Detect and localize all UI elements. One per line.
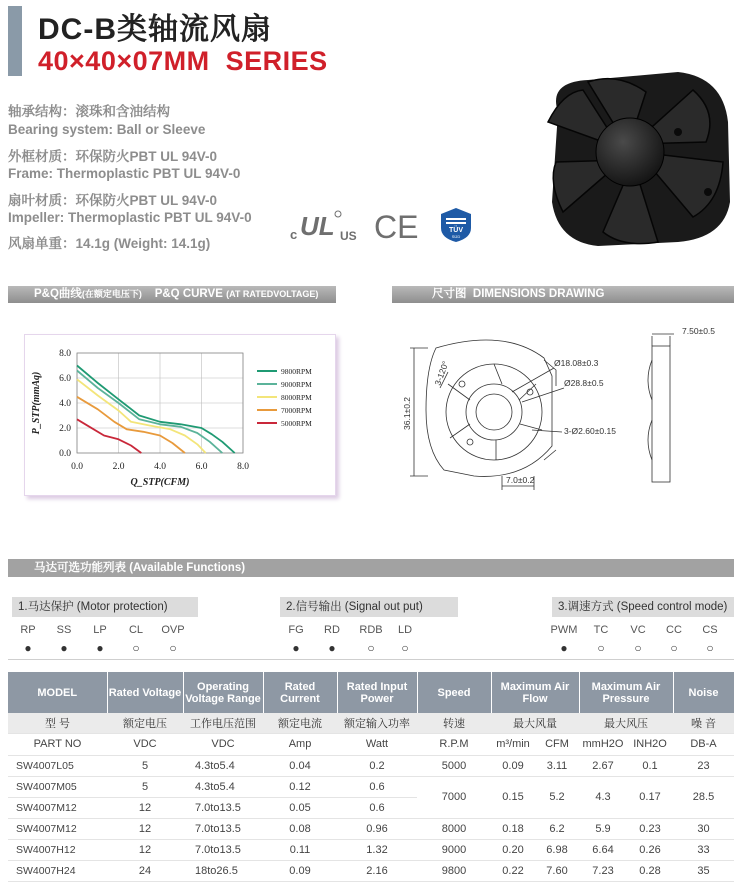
- spec-bearing-en: Bearing system: Ball or Sleeve: [8, 122, 206, 137]
- th-noise: Noise: [673, 672, 734, 713]
- fn-code-vc: VC: [630, 624, 646, 636]
- spec-frame-cn: 外框材质：环保防火PBT UL 94V-0: [8, 149, 218, 164]
- fn-mark-rdb: ○: [367, 641, 375, 655]
- legend-label-9000rpm: 9000RPM: [281, 380, 312, 389]
- table-row: SW4007M05 5 4.3to5.4 0.12 0.6 7000 0.15 5.2 4.3 0.17 28.5: [8, 776, 734, 797]
- fn-mark-cs: ○: [706, 641, 714, 655]
- spec-bearing-cn: 轴承结构：滚珠和含油结构: [8, 104, 170, 119]
- x-tick-label: 0.0: [71, 462, 83, 472]
- x-tick-label: 2.0: [112, 462, 125, 472]
- fn-mark-pwm: ●: [560, 641, 568, 655]
- fn-code-pwm: PWM: [550, 624, 578, 636]
- title-accent-bar: [8, 6, 22, 76]
- fn-mark-cc: ○: [670, 641, 678, 655]
- y-axis-label: P_STP(mmAq): [31, 371, 42, 435]
- y-tick-label: 6.0: [59, 374, 71, 384]
- fn-mark-ovp: ○: [169, 641, 177, 655]
- fn-mark-rd: ●: [328, 641, 336, 655]
- y-tick-label: 0.0: [59, 449, 71, 459]
- tuv-sud-text: SÜD: [451, 234, 461, 239]
- ce-cert-icon: [374, 208, 426, 244]
- dim-angle: 3-120°: [432, 359, 451, 387]
- spec-table: [8, 672, 735, 882]
- y-tick-label: 2.0: [59, 424, 71, 434]
- fn-code-fg: FG: [288, 624, 304, 636]
- speed-control-title: 3.调速方式 (Speed control mode): [552, 597, 734, 617]
- fn-code-ovp: OVP: [161, 624, 185, 636]
- fn-mark-ld: ○: [401, 641, 409, 655]
- fn-code-rd: RD: [324, 624, 340, 636]
- table-row: SW4007H24 24 18to26.5 0.09 2.16 9800 0.22 7.60 7.23 0.28 35: [8, 860, 734, 881]
- table-row: SW4007H12 12 7.0to13.5 0.11 1.32 9000 0.20 6.98 6.64 0.26 33: [8, 839, 734, 860]
- table-header-row: [8, 672, 734, 713]
- table-header-cn-row: 型 号 额定电压 工作电压范围 额定电流 额定输入功率 转速 最大风量 最大风压 噪 音: [8, 713, 734, 733]
- pq-chart: [25, 335, 337, 497]
- legend-label-8000rpm: 8000RPM: [281, 393, 312, 402]
- dim-holes: 3-Ø2.60±0.15: [564, 426, 616, 436]
- legend-label-5000rpm: 5000RPM: [281, 419, 312, 428]
- pq-chart-frame: [24, 334, 336, 496]
- fn-code-cc: CC: [666, 624, 682, 636]
- table-row: SW4007L05 5 4.3to5.4 0.04 0.2 5000 0.09 3.11 2.67 0.1 23: [8, 755, 734, 776]
- fn-mark-lp: ●: [96, 641, 104, 655]
- y-tick-label: 4.0: [59, 399, 71, 409]
- pq-curve-section-header: P&Q曲线(在额定电压下) P&Q CURVE (AT RATEDVOLTAGE): [8, 286, 336, 303]
- ce-text: CE: [374, 209, 419, 245]
- th-voltage-range: Operating Voltage Range: [183, 672, 263, 713]
- dim-width: 7.0±0.2: [506, 475, 535, 485]
- series-line-9800rpm: [77, 366, 235, 454]
- spec-impeller-cn: 扇叶材质：环保防火PBT UL 94V-0: [8, 193, 218, 208]
- page-title: DC-B类轴流风扇: [38, 13, 272, 46]
- tuv-text: TÜV: [449, 227, 463, 234]
- page-subtitle: 40×40×07MM SERIES: [38, 46, 328, 76]
- ul-us-text: US: [340, 229, 357, 243]
- table-row: SW4007M12 12 7.0to13.5 0.05 0.6: [8, 797, 734, 818]
- fn-mark-tc: ○: [597, 641, 605, 655]
- fn-mark-rp: ●: [24, 641, 32, 655]
- x-tick-label: 8.0: [237, 462, 249, 472]
- signal-output-title: 2.信号输出 (Signal out put): [280, 597, 458, 617]
- ul-cert-icon: [288, 208, 366, 244]
- x-axis-label: Q_STP(CFM): [130, 477, 190, 488]
- legend-label-9800rpm: 9800RPM: [281, 367, 312, 376]
- ul-text: UL: [300, 211, 335, 241]
- th-model: MODEL: [8, 672, 107, 713]
- th-speed: Speed: [417, 672, 491, 713]
- fn-code-cl: CL: [128, 624, 144, 636]
- functions-section-header: 马达可选功能列表 (Available Functions): [8, 559, 734, 577]
- motor-protection-title: 1.马达保护 (Motor protection): [12, 597, 198, 617]
- dimensions-drawing: [404, 320, 734, 496]
- th-rated-current: Rated Current: [263, 672, 337, 713]
- fn-code-rp: RP: [20, 624, 36, 636]
- functions-divider: [8, 659, 734, 660]
- spec-frame-en: Frame: Thermoplastic PBT UL 94V-0: [8, 166, 241, 181]
- table-row: SW4007M12 12 7.0to13.5 0.08 0.96 8000 0.18 6.2 5.9 0.23 30: [8, 818, 734, 839]
- th-air-pressure: Maximum Air Pressure: [579, 672, 673, 713]
- fn-mark-ss: ●: [60, 641, 68, 655]
- x-tick-label: 4.0: [154, 462, 166, 472]
- dim-height: 36.1±0.2: [402, 396, 412, 430]
- fn-code-rdb: RDB: [359, 624, 383, 636]
- th-air-flow: Maximum Air Flow: [491, 672, 579, 713]
- th-rated-voltage: Rated Voltage: [107, 672, 183, 713]
- fn-code-ld: LD: [397, 624, 413, 636]
- table-units-row: PART NO VDC VDC Amp Watt R.P.M m³/min CFM mmH2O INH2O DB-A: [8, 733, 734, 755]
- dim-thickness: 7.50±0.5: [682, 326, 716, 336]
- fan-product-image: [528, 52, 734, 248]
- series-line-5000rpm: [77, 419, 141, 453]
- ul-c-text: c: [290, 227, 298, 242]
- dim-inner-diameter: Ø28.8±0.5: [564, 378, 604, 388]
- fn-code-cs: CS: [702, 624, 718, 636]
- spec-weight: 风扇单重：14.1g (Weight: 14.1g): [8, 236, 211, 251]
- x-tick-label: 6.0: [195, 462, 208, 472]
- fn-mark-fg: ●: [292, 641, 300, 655]
- legend-label-7000rpm: 7000RPM: [281, 406, 312, 415]
- dim-hub-diameter: Ø18.08±0.3: [554, 358, 599, 368]
- spec-impeller-en: Impeller: Thermoplastic PBT UL 94V-0: [8, 210, 252, 225]
- tuv-cert-icon: [437, 206, 475, 244]
- fn-code-tc: TC: [593, 624, 609, 636]
- fn-mark-cl: ○: [132, 641, 140, 655]
- y-tick-label: 8.0: [59, 349, 71, 359]
- th-input-power: Rated Input Power: [337, 672, 417, 713]
- dimensions-section-header: 尺寸图 DIMENSIONS DRAWING: [392, 286, 734, 303]
- fn-code-lp: LP: [93, 624, 107, 636]
- fn-code-ss: SS: [56, 624, 72, 636]
- fn-mark-vc: ○: [634, 641, 642, 655]
